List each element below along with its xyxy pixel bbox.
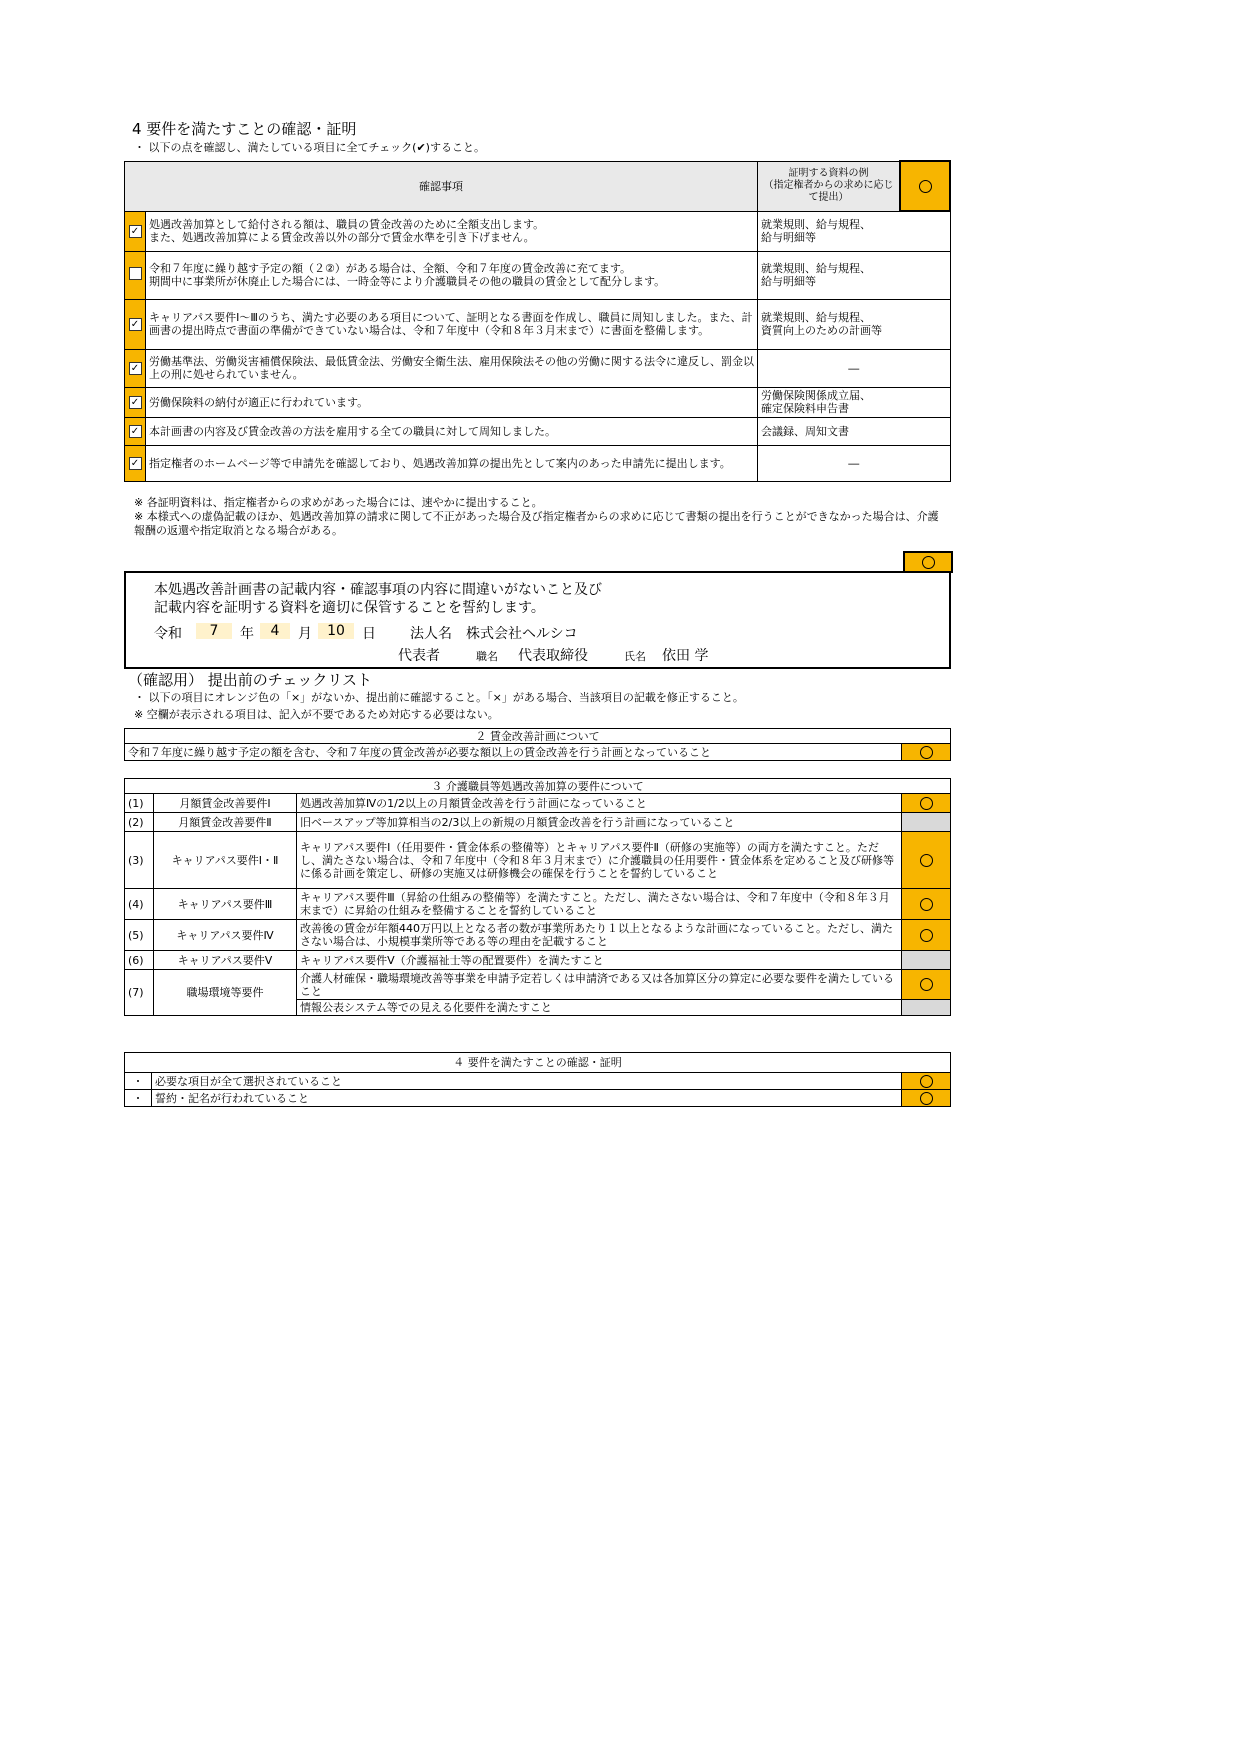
- row-text: 労働保険料の納付が適正に行われています。: [146, 387, 758, 417]
- header-status: [900, 161, 950, 211]
- req-no: (2): [125, 813, 154, 832]
- req-text: キャリアパス要件Ⅴ（介護福祉士等の配置要件）を満たすこと: [297, 951, 902, 970]
- corp-name: 株式会社ヘルシコ: [466, 626, 578, 642]
- rep-label: 代表者: [398, 648, 440, 664]
- req-status: [902, 1000, 951, 1016]
- row-proof: ―: [758, 349, 951, 387]
- corp-label: 法人名: [410, 626, 452, 642]
- confirm-table: [124, 160, 951, 482]
- req-text: キャリアパス要件Ⅲ（昇給の仕組みの整備等）を満たすこと。ただし、満たさない場合は、令和７年度中（令和８年３月末まで）に昇給の仕組みを整備することを誓約していること: [297, 889, 902, 920]
- day-label: 日: [362, 626, 376, 642]
- title-label: 職名: [476, 650, 498, 663]
- header-item: 確認事項: [125, 161, 758, 211]
- name-value: 依田 学: [662, 648, 709, 664]
- day-field[interactable]: 10: [318, 623, 354, 639]
- year-label: 年: [240, 626, 254, 642]
- row-checkbox[interactable]: ✓: [125, 299, 146, 349]
- sec4-row: 誓約・記名が行われていること: [152, 1090, 902, 1107]
- sec4-table: [124, 1052, 951, 1107]
- row-checkbox[interactable]: ✓: [125, 417, 146, 445]
- checklist-title: （確認用） 提出前のチェックリスト: [128, 671, 373, 689]
- req-status: [902, 832, 951, 889]
- req-text: 介護人材確保・職場環境改善等事業を申請予定若しくは申請済である又は各加算区分の算定に必要な要件を満たしていること: [297, 970, 902, 1000]
- sec4-status: [902, 1090, 951, 1107]
- req-name: キャリアパス要件Ⅲ: [154, 889, 297, 920]
- pledge-line2: 記載内容を証明する資料を適切に保管することを誓約します。: [154, 600, 545, 616]
- req-name: キャリアパス要件Ⅰ・Ⅱ: [154, 832, 297, 889]
- row-proof: ―: [758, 445, 951, 481]
- era-label: 令和: [154, 626, 182, 642]
- req-status: [902, 813, 951, 832]
- title-value: 代表取締役: [518, 648, 588, 664]
- sec2-table: [124, 728, 951, 761]
- row-text: 労働基準法、労働災害補償保険法、最低賃金法、労働安全衛生法、雇用保険法その他の労働に関する法令に違反し、罰金以上の刑に処せられていません。: [146, 349, 758, 387]
- req-name: 月額賃金改善要件Ⅰ: [154, 794, 297, 813]
- sec4-bullet: ・: [125, 1090, 152, 1107]
- req-text: 処遇改善加算Ⅳの1/2以上の月額賃金改善を行う計画になっていること: [297, 794, 902, 813]
- req-text: 情報公表システム等での見える化要件を満たすこと: [297, 1000, 902, 1016]
- pledge-line1: 本処遇改善計画書の記載内容・確認事項の内容に間違いがないこと及び: [154, 582, 602, 598]
- row-text: 本計画書の内容及び賃金改善の方法を雇用する全ての職員に対して周知しました。: [146, 417, 758, 445]
- sec2-row: 令和７年度に繰り越す予定の額を含む、令和７年度の賃金改善が必要な額以上の賃金改善を行う計画となっていること: [125, 744, 902, 761]
- note-2: ※ 本様式への虚偽記載のほか、処遇改善加算の請求に関して不正があった場合及び指定権者からの求めに応じて書類の提出を行うことができなかった場合は、介護報酬の返還や指定取消となる場合がある。: [134, 510, 939, 537]
- pledge-box: [124, 571, 951, 669]
- row-proof: 会議録、周知文書: [758, 417, 951, 445]
- req-status: [902, 970, 951, 1000]
- sec4-status: [902, 1073, 951, 1090]
- row-proof: 就業規則、給与規程、 給与明細等: [758, 211, 951, 251]
- row-proof: 就業規則、給与規程、 資質向上のための計画等: [758, 299, 951, 349]
- req-name: キャリアパス要件Ⅴ: [154, 951, 297, 970]
- req-no: (7): [125, 970, 154, 1016]
- req-no: (4): [125, 889, 154, 920]
- row-proof: 労働保険関係成立届、 確定保険料申告書: [758, 387, 951, 417]
- req-no: (3): [125, 832, 154, 889]
- req-no: (5): [125, 920, 154, 951]
- req-text: 改善後の賃金が年額440万円以上となる者の数が事業所あたり１以上となるような計画になっていること。ただし、満たさない場合は、小規模事業所等である等の理由を記載すること: [297, 920, 902, 951]
- row-text: キャリアパス要件Ⅰ～Ⅲのうち、満たす必要のある項目について、証明となる書面を作成し、職員に周知しました。また、計画書の提出時点で書面の準備ができていない場合は、令和７年度中（令和８年３月末まで）に書面を整備します。: [146, 299, 758, 349]
- sec4-row: 必要な項目が全て選択されていること: [152, 1073, 902, 1090]
- row-checkbox[interactable]: [125, 251, 146, 299]
- req-status: [902, 920, 951, 951]
- req-no: (1): [125, 794, 154, 813]
- req-status: [902, 794, 951, 813]
- req-name: 月額賃金改善要件Ⅱ: [154, 813, 297, 832]
- header-proof: 証明する資料の例 （指定権者からの求めに応じて提出）: [758, 161, 901, 211]
- req-no: (6): [125, 951, 154, 970]
- req-name: キャリアパス要件Ⅳ: [154, 920, 297, 951]
- checklist-note1: ・ 以下の項目にオレンジ色の「×」がないか、提出前に確認すること。「×」がある場合、当該項目の記載を修正すること。: [134, 691, 744, 704]
- checklist-note2: ※ 空欄が表示される項目は、記入が不要であるため対応する必要はない。: [134, 708, 499, 721]
- section4-title: 4 要件を満たすことの確認・証明: [132, 120, 357, 138]
- month-field[interactable]: 4: [260, 623, 290, 639]
- name-label: 氏名: [624, 650, 646, 663]
- sec4-header: ４ 要件を満たすことの確認・証明: [125, 1053, 951, 1073]
- row-checkbox[interactable]: ✓: [125, 349, 146, 387]
- note-1: ※ 各証明資料は、指定権者からの求めがあった場合には、速やかに提出すること。: [134, 496, 543, 509]
- row-text: 指定権者のホームページ等で申請先を確認しており、処遇改善加算の提出先として案内のあった申請先に提出します。: [146, 445, 758, 481]
- row-text: 令和７年度に繰り越す予定の額（２②）がある場合は、全額、令和７年度の賃金改善に充てます。 期間中に事業所が休廃止した場合には、一時金等により介護職員その他の職員の賃金として配分します。: [146, 251, 758, 299]
- year-field[interactable]: 7: [196, 623, 232, 639]
- req-text: キャリアパス要件Ⅰ（任用要件・賃金体系の整備等）とキャリアパス要件Ⅱ（研修の実施等）の両方を満たすこと。ただし、満たさない場合は、令和７年度中（令和８年３月末まで）に介護職員の任用要件・賃金体系を定めること及び研修等に係る計画を策定し、研修の実施又は研修機会の確保を行うことを誓約していること: [297, 832, 902, 889]
- row-checkbox[interactable]: ✓: [125, 445, 146, 481]
- sec4-bullet: ・: [125, 1073, 152, 1090]
- sec3-table: [124, 778, 951, 1016]
- req-text: 旧ベースアップ等加算相当の2/3以上の新規の月額賃金改善を行う計画になっていること: [297, 813, 902, 832]
- sec2-status: [902, 744, 951, 761]
- req-status: [902, 951, 951, 970]
- row-checkbox[interactable]: ✓: [125, 211, 146, 251]
- pledge-status: [903, 551, 953, 573]
- section4-instruction: ・ 以下の点を確認し、満たしている項目に全てチェック(✔)すること。: [134, 141, 485, 154]
- row-text: 処遇改善加算として給付される額は、職員の賃金改善のために全額支出します。 また、処遇改善加算による賃金改善以外の部分で賃金水準を引き下げません。: [146, 211, 758, 251]
- month-label: 月: [298, 626, 312, 642]
- sec2-header: ２ 賃金改善計画について: [125, 729, 951, 744]
- row-checkbox[interactable]: ✓: [125, 387, 146, 417]
- row-proof: 就業規則、給与規程、 給与明細等: [758, 251, 951, 299]
- sec3-header: ３ 介護職員等処遇改善加算の要件について: [125, 779, 951, 794]
- req-status: [902, 889, 951, 920]
- req-name: 職場環境等要件: [154, 970, 297, 1016]
